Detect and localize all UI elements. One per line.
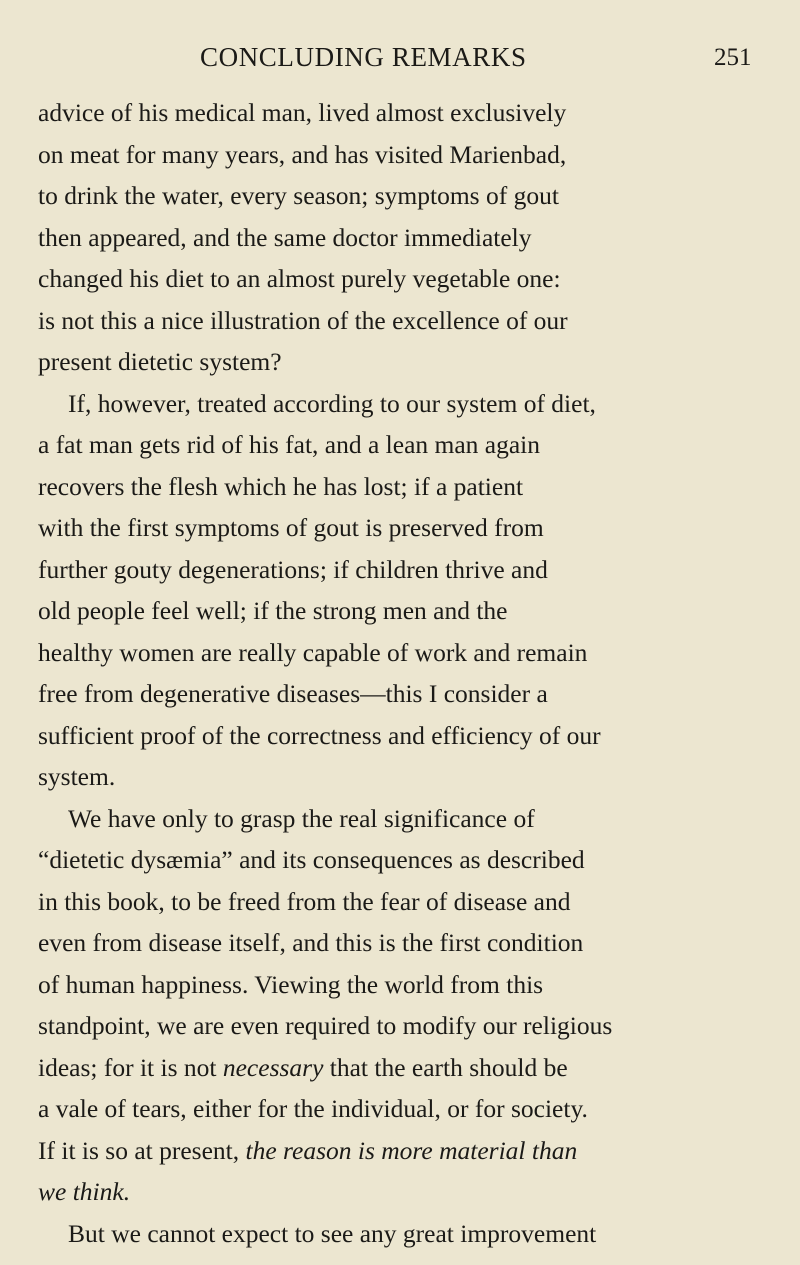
line-text: standpoint, we are even required to modify our religious <box>38 1011 613 1040</box>
line-text: a vale of tears, either for the individual, or for society. <box>38 1094 588 1123</box>
text-line <box>38 383 738 425</box>
text-line <box>38 1088 738 1130</box>
text-line <box>38 964 738 1006</box>
running-head <box>0 42 800 82</box>
text-line <box>38 881 738 923</box>
line-text: If, however, treated according to our system of diet, <box>68 388 596 418</box>
line-text: system. <box>38 762 116 791</box>
line-text: further gouty degenerations; if children thrive and <box>38 554 548 584</box>
text-line <box>38 549 738 591</box>
text-line <box>38 341 738 383</box>
text-line <box>38 632 738 674</box>
running-title: CONCLUDING REMARKS <box>200 42 527 72</box>
text-line <box>38 715 738 757</box>
line-text: healthy women are really capable of work and remain <box>38 637 588 667</box>
line-text: We have only to grasp the real significance of <box>68 803 535 833</box>
text-line <box>38 1171 738 1213</box>
text-line <box>38 466 738 508</box>
body-text <box>38 92 738 1254</box>
text-line <box>38 92 738 134</box>
line-text: a fat man gets rid of his fat, and a lean man again <box>38 430 541 459</box>
italic-emphasis: we think. <box>38 1177 131 1206</box>
line-text: changed his diet to an almost purely vegetable one: <box>38 264 561 293</box>
line-text: “dietetic dysæmia” and its consequences as described <box>38 845 585 874</box>
text-line <box>38 1047 738 1089</box>
text-line <box>38 673 738 715</box>
text-line <box>38 134 738 176</box>
line-text: recovers the flesh which he has lost; if a patient <box>38 471 524 501</box>
line-text: free from degenerative diseases—this I consider a <box>38 679 548 708</box>
text-line <box>38 922 738 964</box>
line-text: in this book, to be freed from the fear of disease and <box>38 886 571 916</box>
line-text: of human happiness. Viewing the world from this <box>38 969 544 999</box>
line-text: on meat for many years, and has visited Marienbad, <box>38 139 567 169</box>
text-line <box>38 424 738 466</box>
line-text: to drink the water, every season; symptoms of gout <box>38 181 559 210</box>
text-line <box>38 756 738 798</box>
line-text: If it is so at present, <box>38 1135 246 1165</box>
italic-emphasis: the reason is more material than <box>245 1135 578 1165</box>
text-line <box>38 798 738 840</box>
text-line <box>38 507 738 549</box>
line-text: present dietetic system? <box>38 347 282 376</box>
italic-emphasis: necessary <box>222 1052 324 1082</box>
text-line <box>38 175 738 217</box>
line-text: is not this a nice illustration of the excellence of our <box>38 305 568 335</box>
line-text: sufficient proof of the correctness and efficiency of our <box>38 720 601 750</box>
line-text: even from disease itself, and this is the first condition <box>38 928 584 957</box>
text-line <box>38 1130 738 1172</box>
text-line <box>38 1213 738 1255</box>
text-line <box>38 217 738 259</box>
text-line <box>38 839 738 881</box>
text-line <box>38 258 738 300</box>
line-text: advice of his medical man, lived almost exclusively <box>38 98 567 127</box>
text-line <box>38 590 738 632</box>
line-text: But we cannot expect to see any great improvement <box>68 1218 597 1248</box>
line-text: old people feel well; if the strong men and the <box>38 596 508 625</box>
line-text: then appeared, and the same doctor immediately <box>38 222 532 252</box>
line-text: ideas; for it is not <box>38 1052 223 1082</box>
line-text: that the earth should be <box>323 1052 568 1082</box>
page-number: 251 <box>714 44 752 71</box>
text-line <box>38 300 738 342</box>
line-text: with the first symptoms of gout is preserved from <box>38 513 544 542</box>
text-line <box>38 1005 738 1047</box>
